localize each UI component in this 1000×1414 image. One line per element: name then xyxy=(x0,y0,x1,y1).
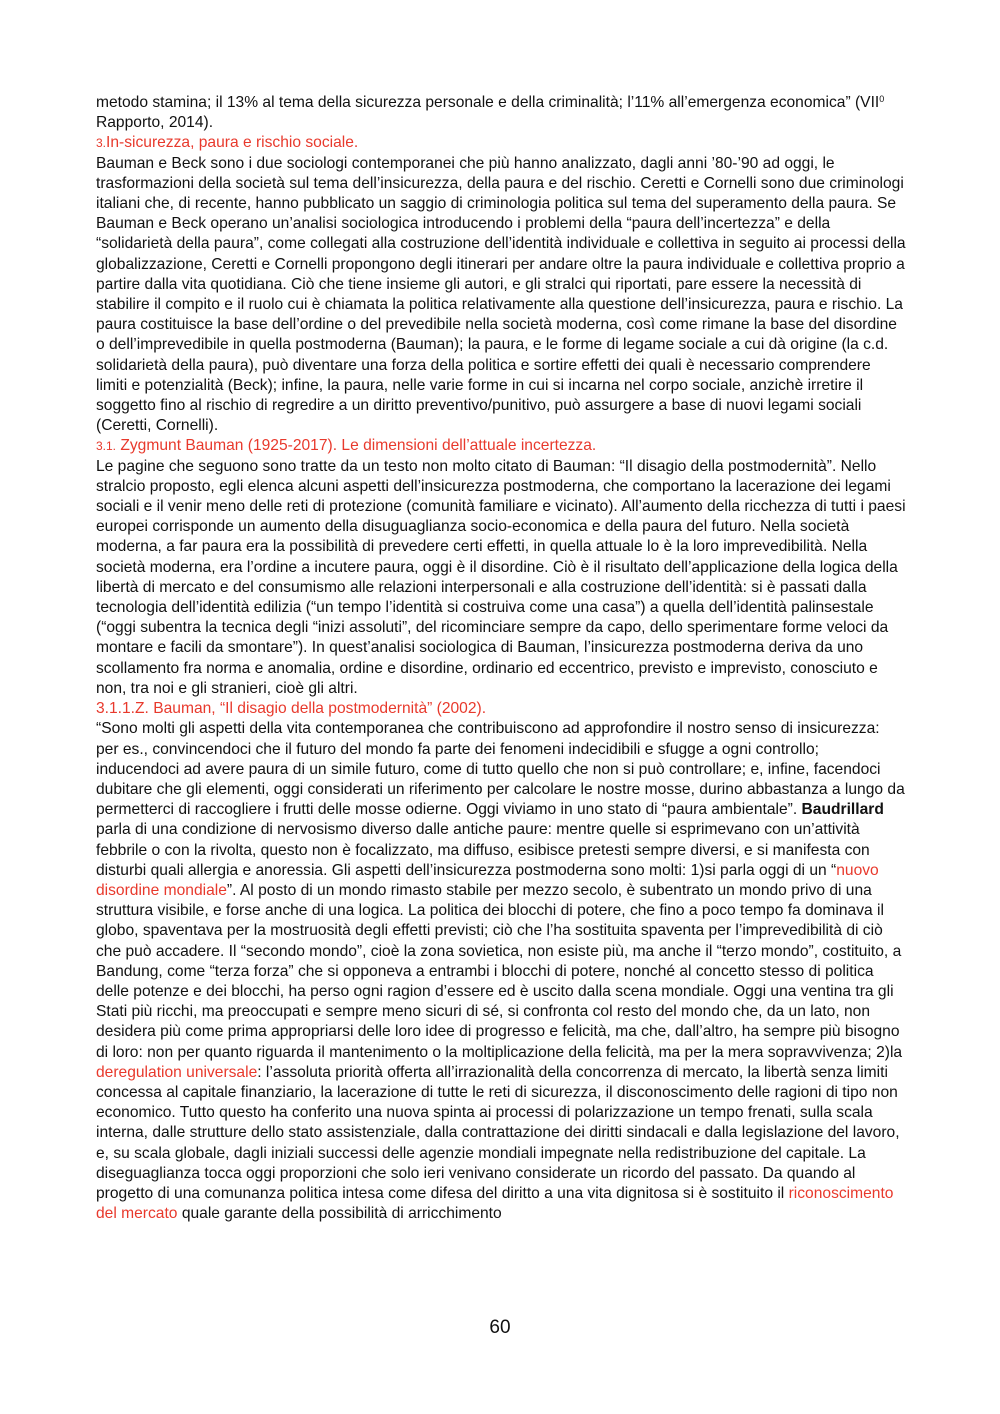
intro-text: metodo stamina; il 13% al tema della sicurezza personale e della criminalità; l’11% all’emergenza economica” (VII xyxy=(96,94,880,111)
intro-paragraph xyxy=(96,93,906,133)
highlight-deregulation: deregulation universale xyxy=(96,1063,258,1081)
quote-part-4: : l’assoluta priorità offerta all’irrazionalità della concorrenza di mercato, la libertà senza limiti concessa al capitale finanziario, la lacerazione di tutte le reti di sicurezza, il disconoscimento delle ragioni di tipo non economico. Tutto questo ha conferito una nuova spinta ai processi di polarizzazione un tempo frenati, sulla scala interna, dalle strutture dello stato assistenziale, dalla contrattazione dei diritti sindacali e dalla legislazione del lavoro, e, su scala globale, dagli iniziali successi delle agenzie mondiali impegnate nella redistribuzione del capitale. La diseguaglianza tocca oggi proporzioni che solo ieri venivano considerate un ricordo del passato. Da quando al progetto di una comunanza politica intesa come difesa del diritto a una vita dignitosa si è sostituito il xyxy=(96,1063,900,1202)
section-3-1-heading xyxy=(96,436,906,456)
page-number: 60 xyxy=(489,1317,511,1338)
intro-superscript: 0 xyxy=(879,94,885,104)
section-3-1-number: 3.1. xyxy=(96,439,117,454)
section-3-1-body: Le pagine che seguono sono tratte da un testo non molto citato di Bauman: “Il disagio della postmodernità”. Nello stralcio proposto, egli elenca alcuni aspetti dell’insicurezza postmoderna, che comportano la lacerazione dei legami sociali e il venir meno delle reti di protezione (comunità familiare e vicinato). All’aumento della ricchezza di tutti i paesi europei corrisponde un aumento della disuguaglianza socio-economica e della paura del futuro. Nella società moderna, a far paura era la possibilità di prevedere certi effetti, in quella attuale lo è la loro imprevedibilità. Nella società moderna, era l’ordine a incutere paura, oggi è il disordine. Ciò è il risultato dell’applicazione della logica della libertà di mercato e del consumismo alle relazioni interpersonali e alla costruzione dell’identità: si è passati dalla tecnologia dell’identità edilizia (“un tempo l’identità si costruiva come una casa”) a quella dell’identità palinsestale (“oggi subentra la tecnica degli “inizi assoluti”, del ricominciare sempre da capo, dello sperimentare forme veloci da montare e facili da smontare”). In quest’analisi sociologica di Bauman, l’insicurezza postmoderna deriva da uno scollamento fra norma e anomalia, ordine e disordine, ordinario ed eccentrico, previsto e imprevisto, conosciuto e non, tra noi e gli stranieri, cioè gli altri. xyxy=(96,457,906,697)
section-3-1-title: Zygmunt Bauman (1925-2017). Le dimensioni dell’attuale incertezza. xyxy=(120,437,597,455)
quote-part-2: parla di una condizione di nervosismo diverso dalle antiche paure: mentre quelle si esprimevano con un’attività febbrile o con la rivolta, questo non è focalizzato, ma diffuso, esibisce pretesti sempre diversi, e si manifesta con disturbi quali allergia e anoressia. Gli aspetti dell’insicurezza postmoderna sono molti: 1)si parla oggi di un “ xyxy=(96,821,870,879)
quote-part-3: ”. Al posto di un mondo rimasto stabile per mezzo secolo, è subentrato un mondo privo di una struttura visibile, e forse anche di una logica. La politica dei blocchi di potere, che fino a poco tempo fa dominava il globo, spaventava per la mostruosità degli effetti previsti; ciò che l’ha sostituita spaventa per l’imprevedibilità di ciò che può accadere. Il “secondo mondo”, cioè la zona sovietica, non esiste più, ma anche il “terzo mondo”, costituito, a Bandung, come “terza forza” che si opponeva a entrambi i blocchi di potere, nonché al concetto stesso di politica delle potenze e dei blocchi, ha perso ogni ragion d’essere ed è uscito dalla scena mondiale. Oggi una ventina tra gli Stati più ricchi, ma preoccupati e sempre meno sicuri di sé, si confronta col resto del mondo che, da un lato, non desidera più come prima appropriarsi delle loro idee di progresso e felicità, ma che, dall’altro, ha sempre più bisogno di loro: non per quanto riguarda il mantenimento o la moltiplicazione della felicità, ma per la mera sopravvivenza; 2)la xyxy=(96,881,903,1061)
section-3-number: 3. xyxy=(96,136,107,151)
section-3-heading xyxy=(96,133,906,153)
quote-part-5: quale garante della possibilità di arricchimento xyxy=(177,1205,502,1223)
highlight-riconoscimento-mercato: riconoscimento del mercato xyxy=(96,1184,894,1223)
document-page xyxy=(96,93,906,1224)
section-3-title: In-sicurezza, paura e rischio sociale. xyxy=(106,134,359,152)
section-3-1-1-body xyxy=(96,719,906,1224)
highlight-nuovo-disordine: nuovo disordine mondiale xyxy=(96,861,879,899)
baudrillard-name: Baudrillard xyxy=(801,801,884,819)
section-3-body: Bauman e Beck sono i due sociologi contemporanei che più hanno analizzato, dagli anni ’80-’90 ad oggi, le trasformazioni della società sul tema dell’insicurezza, della paura e del rischio. Ceretti e Cornelli sono due criminologi italiani che, di recente, hanno pubblicato un saggio di criminologia politica sul tema del superamento della paura. Se Bauman e Beck operano un’analisi sociologica introducendo i problemi della “paura dell’incertezza” e della “solidarietà della paura”, come collegati alla costruzione dell’identità individuale e collettiva in seguito ai processi della globalizzazione, Ceretti e Cornelli propongono degli itinerari per andare oltre la paura individuale e collettiva proprio a partire dalla vita quotidiana. Ciò che tiene insieme gli autori, e gli stralci qui riportati, pare essere la necessità di stabilire il compito e il ruolo cui è chiamata la politica relativamente alla questione dell’insicurezza, paura e rischio. La paura costituisce la base dell’ordine o del prevedibile nella società moderna, così come rimane la base del disordine o dell’imprevedibile in quella postmoderna (Bauman); la paura, e le forme di legame sociale a cui dà origine (la c.d. solidarietà della paura), può diventare una forza della politica e sortire effetti dei quali è necessario comprendere limiti e potenzialità (Beck); infine, la paura, nelle varie forme in cui si incarna nel corpo sociale, anzichè irretire il soggetto fino al rischio di regredire a un diritto preventivo/punitivo, può assurgere a base di nuovi legami sociali (Ceretti, Cornelli). xyxy=(96,154,906,435)
intro-text-end: Rapporto, 2014). xyxy=(96,114,214,132)
section-3-1-1-heading: 3.1.1.Z. Bauman, “Il disagio della postmodernità” (2002). xyxy=(96,700,487,718)
quote-part-1: “Sono molti gli aspetti della vita contemporanea che contribuiscono ad approfondire il nostro senso di insicurezza: per es., convincendoci che il futuro del mondo fa parte dei fenomeni indecidibili e sfugge a ogni controllo; inducendoci ad avere paura di un simile futuro, come di tutto quello che non si può controllare; e, infine, facendoci dubitare che gli elementi, oggi considerati un riferimento per calcolare le nostre mosse, durino abbastanza a lungo da permetterci di raccogliere i frutti delle mosse odierne. Oggi viviamo in uno stato di “paura ambientale”. xyxy=(96,720,905,819)
